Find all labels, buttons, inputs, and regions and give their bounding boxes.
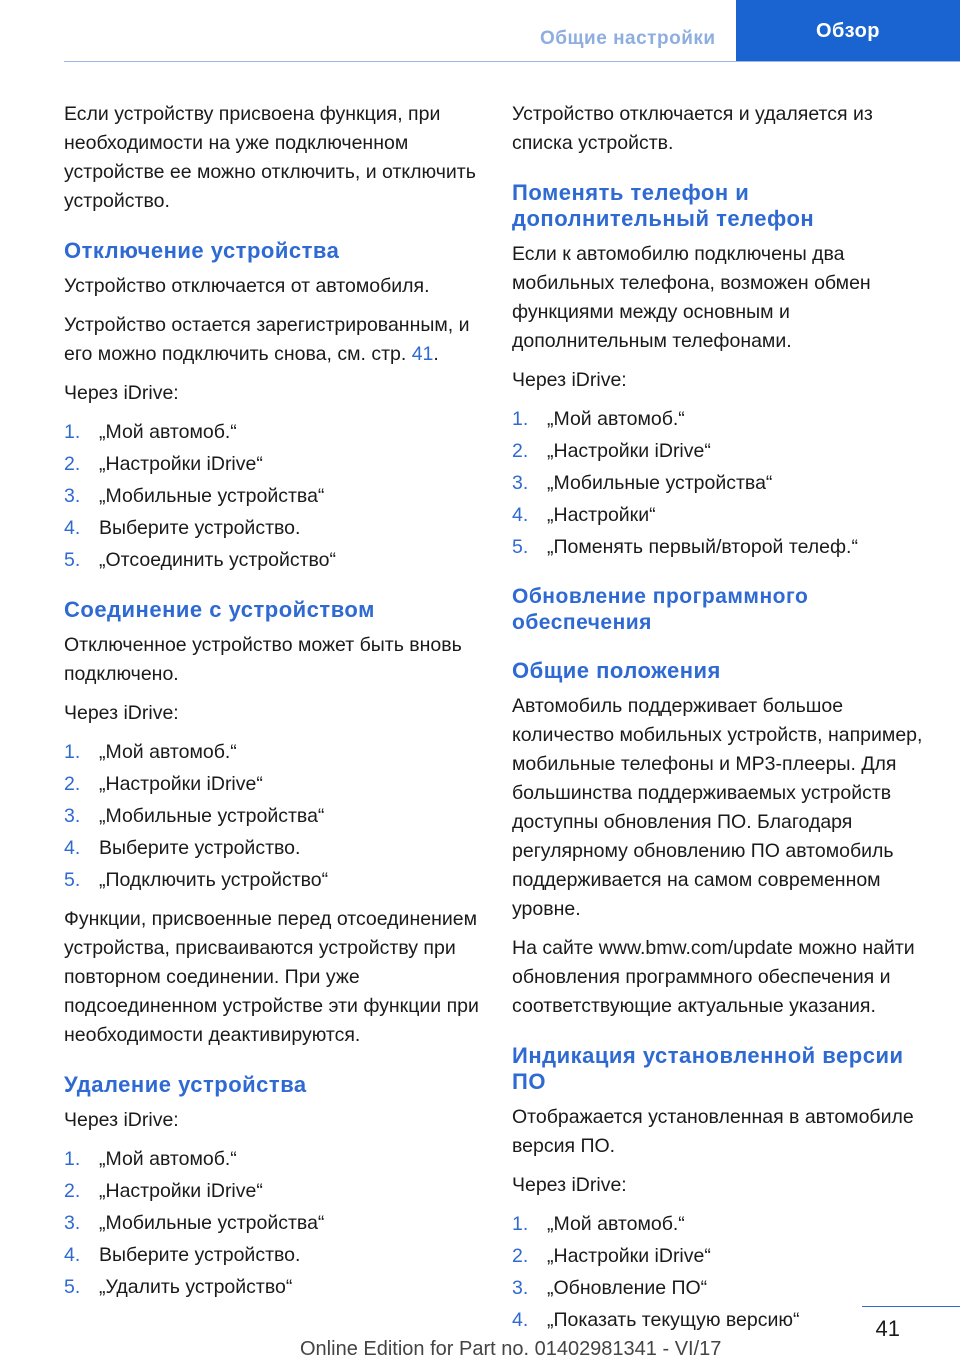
step-number: 2. — [512, 1245, 529, 1267]
step-text: „Мой автомоб.“ — [99, 1148, 237, 1170]
footer-rule — [862, 1306, 960, 1307]
step-text: Выберите устройство. — [99, 1244, 301, 1266]
steps-list — [64, 418, 480, 575]
step-number: 3. — [512, 1277, 529, 1299]
step-text: „Настройки iDrive“ — [547, 1245, 711, 1267]
list-item — [512, 1274, 928, 1303]
list-item — [64, 1145, 480, 1174]
steps-list — [64, 1145, 480, 1302]
heading-delete-device: Удаление устройства — [64, 1072, 307, 1097]
list-item — [64, 482, 480, 511]
paragraph — [64, 311, 480, 369]
list-item — [64, 1209, 480, 1238]
step-number: 3. — [64, 485, 81, 507]
step-text: „Настройки iDrive“ — [547, 440, 711, 462]
list-item — [512, 533, 928, 562]
list-item — [64, 834, 480, 863]
via-idrive-label: Через iDrive: — [512, 1174, 627, 1196]
paragraph: Функции, присвоенные перед отсоединением устройства, присваиваются устройству при повторном соединении. При уже подсоединенном устройстве эти функции при необходимости деактивируются. — [64, 908, 479, 1046]
paragraph: Если к автомобилю подключены два мобильных телефона, возможен обмен функциями между основным и дополнительным телефонами. — [512, 243, 871, 352]
list-item — [64, 546, 480, 575]
steps-list — [512, 405, 928, 562]
section-tab[interactable]: Общие настройки — [540, 28, 716, 49]
left-column — [64, 100, 480, 1312]
list-item — [64, 450, 480, 479]
steps-list — [64, 738, 480, 895]
page-footer — [0, 1300, 960, 1362]
heading-general-provisions: Общие положения — [512, 658, 721, 683]
paragraph: Устройство отключается от автомобиля. — [64, 275, 430, 297]
right-column — [512, 100, 928, 1345]
intro-paragraph: Устройство отключается и удаляется из списка устройств. — [512, 103, 873, 154]
list-item — [64, 802, 480, 831]
step-text: „Настройки iDrive“ — [99, 453, 263, 475]
list-item — [512, 1242, 928, 1271]
via-idrive-label: Через iDrive: — [64, 382, 179, 404]
list-item — [64, 770, 480, 799]
heading-installed-version: Индикация установленной версии ПО — [512, 1043, 904, 1094]
active-tab-overview[interactable]: Обзор — [736, 0, 960, 62]
step-text: „Мобильные устройства“ — [99, 485, 325, 507]
list-item — [512, 437, 928, 466]
paragraph: Отключенное устройство может быть вновь подключено. — [64, 634, 462, 685]
list-item — [64, 1241, 480, 1270]
heading-disconnect-device: Отключение устройства — [64, 238, 340, 263]
step-text: „Мой автомоб.“ — [99, 421, 237, 443]
step-text: „Мой автомоб.“ — [547, 408, 685, 430]
step-number: 5. — [64, 869, 81, 891]
heading-connect-device: Соединение с устройством — [64, 597, 375, 622]
step-number: 4. — [64, 1244, 81, 1266]
step-number: 4. — [512, 504, 529, 526]
step-text: „Мой автомоб.“ — [99, 741, 237, 763]
step-number: 3. — [512, 472, 529, 494]
text-span: . — [433, 343, 439, 365]
step-number: 4. — [512, 1309, 529, 1331]
step-number: 1. — [512, 408, 529, 430]
list-item — [64, 738, 480, 767]
heading-swap-phone: Поменять телефон и дополнительный телефон — [512, 180, 815, 231]
step-text: „Отсоединить устройство“ — [99, 549, 336, 571]
step-number: 5. — [64, 549, 81, 571]
text-span: Устройство остается зарегистрированным, и его можно подключить снова, см. стр. — [64, 314, 470, 365]
step-number: 2. — [64, 773, 81, 795]
step-number: 5. — [512, 536, 529, 558]
paragraph: На сайте www.bmw.com/update можно найти обновления программного обеспечения и соответствующие актуальные указания. — [512, 937, 915, 1017]
page-header — [0, 0, 960, 62]
via-idrive-label: Через iDrive: — [512, 369, 627, 391]
header-rule — [64, 61, 960, 62]
step-text: „Обновление ПО“ — [547, 1277, 708, 1299]
list-item — [64, 866, 480, 895]
list-item — [64, 1177, 480, 1206]
step-text: „Настройки“ — [547, 504, 656, 526]
via-idrive-label: Через iDrive: — [64, 702, 179, 724]
via-idrive-label: Через iDrive: — [64, 1109, 179, 1131]
page-link[interactable]: 41 — [411, 343, 434, 365]
step-number: 2. — [64, 453, 81, 475]
list-item — [512, 501, 928, 530]
step-text: „Мобильные устройства“ — [547, 472, 773, 494]
step-number: 1. — [64, 421, 81, 443]
list-item — [64, 418, 480, 447]
step-text: „Настройки iDrive“ — [99, 773, 263, 795]
step-text: „Показать текущую версию“ — [547, 1309, 800, 1331]
list-item — [512, 1210, 928, 1239]
step-number: 5. — [64, 1276, 81, 1298]
step-text: „Мобильные устройства“ — [99, 805, 325, 827]
step-number: 2. — [64, 1180, 81, 1202]
page-number: 41 — [875, 1316, 900, 1341]
step-text: „Мобильные устройства“ — [99, 1212, 325, 1234]
step-number: 1. — [64, 741, 81, 763]
step-text: „Удалить устройство“ — [99, 1276, 293, 1298]
paragraph: Отображается установленная в автомобиле версия ПО. — [512, 1106, 914, 1157]
list-item — [64, 514, 480, 543]
step-text: „Настройки iDrive“ — [99, 1180, 263, 1202]
step-number: 1. — [512, 1213, 529, 1235]
step-number: 3. — [64, 1212, 81, 1234]
step-text: „Подключить устройство“ — [99, 869, 329, 891]
intro-paragraph: Если устройству присвоена функция, при необходимости на уже подключенном устройстве ее можно отключить, и отключить устройство. — [64, 103, 476, 212]
step-number: 2. — [512, 440, 529, 462]
heading-software-update: Обновление программного обеспечения — [512, 585, 809, 634]
paragraph: Автомобиль поддерживает большое количество мобильных устройств, например, мобильные телефоны и MP3-плееры. Для большинства поддерживаемых устройств доступны обновления ПО. Благодаря регулярному обновлению ПО автомобиль поддерживается на самом современном уровне. — [512, 695, 923, 920]
list-item — [64, 1273, 480, 1302]
step-number: 4. — [64, 517, 81, 539]
step-number: 1. — [64, 1148, 81, 1170]
list-item — [512, 405, 928, 434]
step-number: 4. — [64, 837, 81, 859]
edition-text: Online Edition for Part no. 01402981341 - VI/17 — [300, 1338, 722, 1360]
step-text: Выберите устройство. — [99, 837, 301, 859]
list-item — [512, 469, 928, 498]
step-number: 3. — [64, 805, 81, 827]
step-text: „Мой автомоб.“ — [547, 1213, 685, 1235]
step-text: „Поменять первый/второй телеф.“ — [547, 536, 858, 558]
step-text: Выберите устройство. — [99, 517, 301, 539]
